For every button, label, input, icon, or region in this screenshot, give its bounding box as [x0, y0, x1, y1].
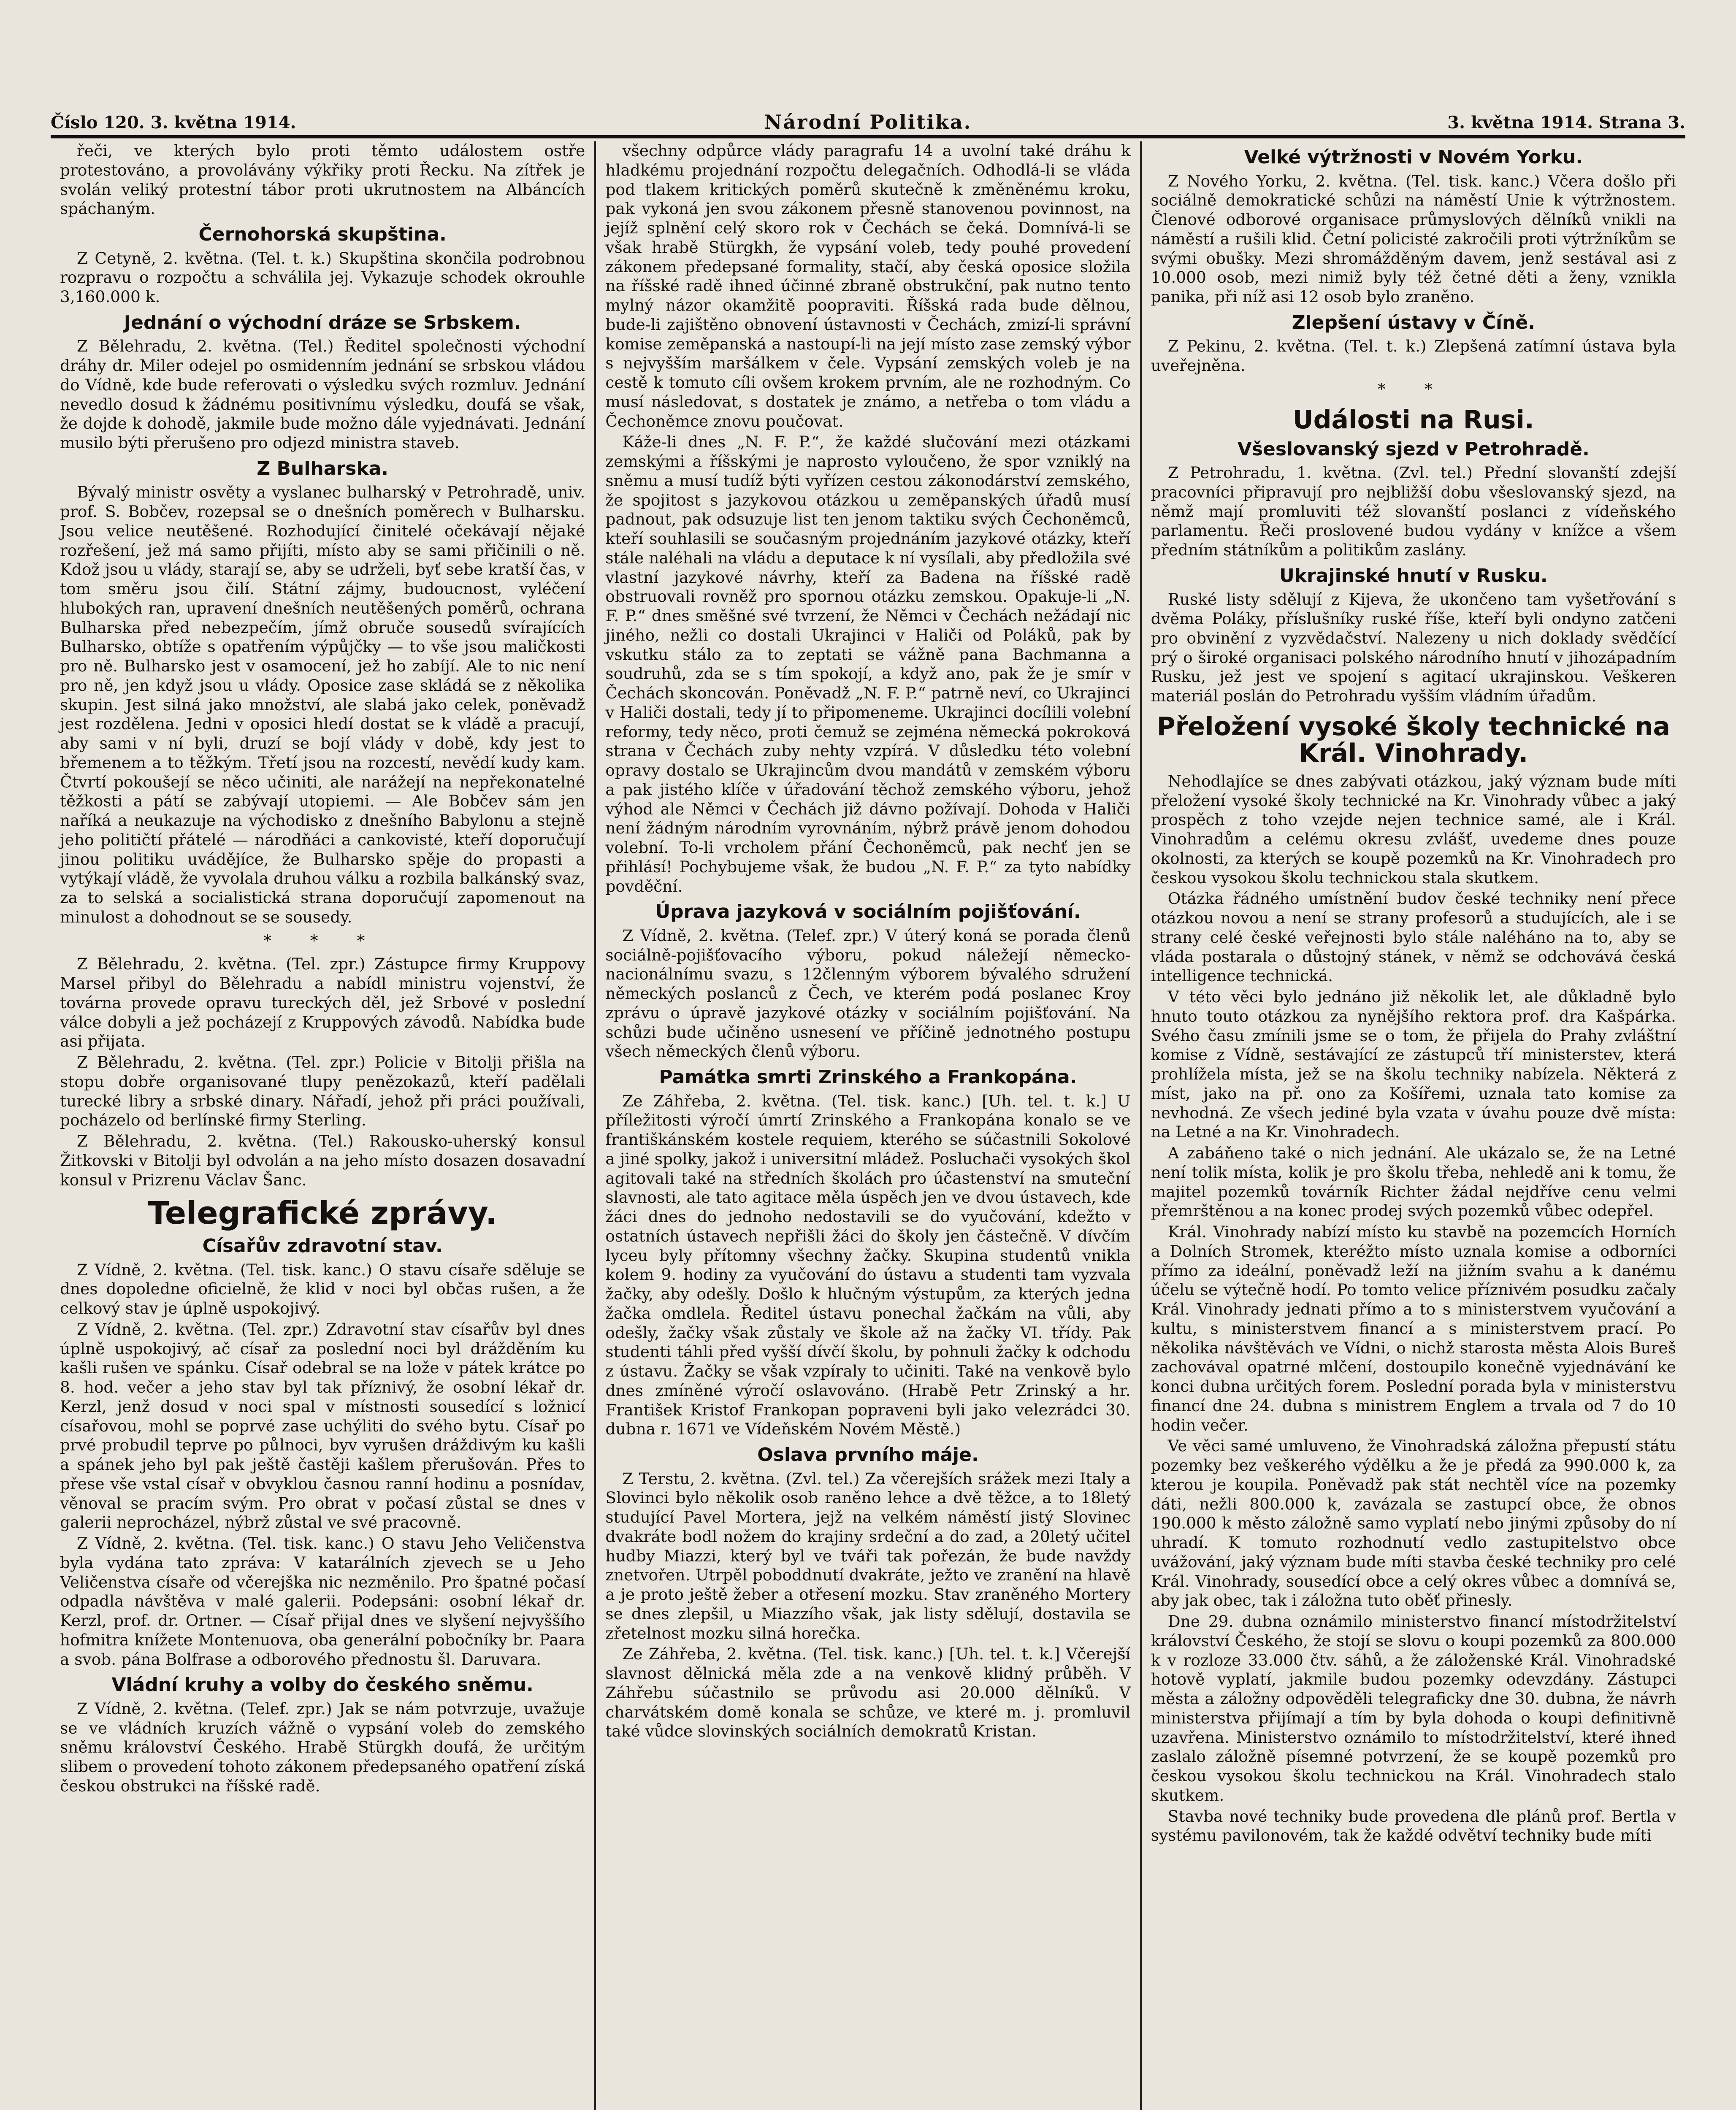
article-paragraph: všechny odpůrce vlády paragrafu 14 a uvolní také dráhu k hladkému projednání rozpočtu delegačních. Odhodlá-li se vláda pod tlakem kritických poměrů skutečně k změněnému kroku, pak vykoná jen svou zákonem přesně stanovenou povinnost, na jejíž splnění celý skoro rok v Čechách se čeká. Domnívá-li se však hrabě Stürgkh, že vypsání voleb, tedy pouhé provedení zákonem předepsané formality, stačí, aby česká oposice složila na říšské radě ihned účinné zbraně obstrukční, pak nutno tento mylný názor okamžitě poopraviti. Říšská rada bude dělnou, bude-li zajištěno obnovení ústavnosti v Čechách, zmizí-li správní komise zeměpanská a nastoupí-li na její místo zase zemský výbor s nejvyšším maršálkem v čele. Vypsání zemských voleb je na cestě k tomuto cíli ovšem krokem prvním, ale ne rozhodným. Co musí následovat, s dostatek je známo, a netřeba o tom vládu a Čechoněmce znovu poučovat.	[605, 141, 1131, 430]
article-paragraph: Z Vídně, 2. května. (Tel. tisk. kanc.) O stavu císaře sděluje se dnes dopoledne oficielně, že klid v noci byl občas rušen, a že celkový stav je úplně uspokojivý.	[60, 1260, 585, 1317]
date-and-page: 3. května 1914. Strana 3.	[1447, 113, 1685, 133]
section-heading: Památka smrti Zrinského a Frankopána.	[659, 1066, 1077, 1088]
masthead-title: Národní Politika.	[764, 111, 972, 133]
columns	[51, 141, 1685, 2110]
article-paragraph: Z Petrohradu, 1. května. (Zvl. tel.) Přední slovanští zdejší pracovníci připravují pro nejbližší dobu všeslovanský sjezd, na němž mají promluviti též slovanští poslanci z vídeňského parlamentu. Řeči proslovené budou vydány v knížce a všem předním státníkům a politikům zaslány.	[1151, 463, 1676, 560]
section-heading: Vládní kruhy a volby do českého sněmu.	[111, 1674, 534, 1696]
article-paragraph: Z Terstu, 2. května. (Zvl. tel.) Za včerejších srážek mezi Italy a Slovinci bylo několik osob raněno lehce a dvě těžce, a to 18letý studující Pavel Mortera, jejž na velkém náměstí jistý Slovinec dvakráte bodl nožem do krajiny srdeční a do zad, a 20letý učitel hudby Miazzi, který byl ve tváři tak pořezán, že bude navždy znetvořen. Utrpěl poboddnutí dvakráte, ježto ve zranění na hlavě a je proto ještě žeber a otřesení mozku. Stav zraněného Mortery se dnes zlepšil, u Miazzího však, jak listy sdělují, dostavila se zřetelnost mozku silná horečka.	[605, 1469, 1131, 1642]
article-paragraph: Nehodlajíce se dnes zabývati otázkou, jaký význam bude míti přeložení vysoké školy technické na Kr. Vinohrady vůbec a jaký prospěch z toho vzejde nejen technice samé, ale i Král. Vinohradům a celému okresu zvlášť, uvedeme dnes pouze okolnosti, za kterých se koupě pozemků na Kr. Vinohradech pro českou vysokou školu technickou stala skutkem.	[1151, 771, 1676, 887]
article-paragraph: Káže-li dnes „N. F. P.“, že každé slučování mezi otázkami zemskými a říšskými je naprosto vyloučeno, že spor vzniklý na sněmu a musí tudíž býti vyřízen cestou zákonodárství zemského, že spojitost s jazykovou otázkou u zeměpanských úřadů musí padnout, pak odsuzuje list ten jenom taktiku svých Čechoněmců, kteří souhlasili se současným projednáním jazykové otázky, kteří stále naléhali na vládu a deputace k ní vysílali, aby předložila své vlastní jazykové návrhy, kteří za Badena na říšské radě obstruovali rovněž pro spornou otázku zemskou. Opakuje-li „N. F. P.“ dnes směšné své tvrzení, že Němci v Čechách nežádají nic jiného, nežli co dostali Ukrajinci v Haliči od Poláků, pak by vskutku stálo za to zeptati se vážně pana Bachmanna a soudruhů, zda se s tím spokojí, a když ano, pak že je smír v Čechách skoncován. Poněvadž „N. F. P.“ patrně neví, co Ukrajinci v Haliči dostali, tedy jí to připomeneme. Ukrajinci docílili volební reformy, tedy něco, proti čemuž se zejména německá pokroková strana v Čechách zuby nehty vzpírá. V důsledku této volební opravy dostalo se Ukrajincům dvou mandátů v zemském výboru a pak jistého klíče v úřadování těchož zemského výboru, jehož výhod ale Němci v Čechách již dávno požívají. Dohoda v Haliči není žádným národním vyrovnáním, nýbrž právě jenom dohodou volební. To-li vrcholem přání Čechoněmců, pak nechť jen se přihlásí! Pochybujeme však, že budou „N. F. P.“ za tyto nabídky povděční.	[605, 433, 1131, 895]
major-heading: Přeložení vysoké školy technické na Král. Vinohrady.	[1156, 711, 1670, 768]
article-paragraph: Z Vídně, 2. května. (Telef. zpr.) V úterý koná se porada členů sociálně-pojišťovacího výboru, pokud náležejí německo-nacionálnímu svazu, s 12členným výborem bývalého sdružení německých poslanců z Čech, ve kterém podá poslanec Kroy zprávu o úpravě jazykové otázky v sociálním pojišťování. Na schůzi bude učiněno usnesení ve příčině jednotného postupu všech německých členů výboru.	[605, 926, 1131, 1061]
article-paragraph: Ve věci samé umluveno, že Vinohradská záložna přepustí státu pozemky bez veškerého výdělku a že je předá za 990.000 k, za kterou je koupila. Poněvadž pak stát nechtěl více na pozemky dáti, nežli 800.000 k, zavázala se zastupcí obce, že obnos 190.000 k město záložně samo vyplatí nebo jinými způsoby do ní uhradí. K tomuto rozhodnutí vedlo zastupitelstvo obce uvážování, jaký význam bude míti stavba české techniky pro celé Král. Vinohrady, sousedící obce a celý okres vůbec a domnívá se, aby jak obec, tak i záložna tuto oběť přinesly.	[1151, 1436, 1676, 1610]
article-paragraph: Z Bělehradu, 2. května. (Tel.) Rakousko-uherský konsul Žitkovski v Bitolji byl odvolán a na jeho místo dosazen dosavadní konsul v Prizrenu Václav Šanc.	[60, 1132, 585, 1189]
column-2	[594, 141, 1140, 2110]
article-paragraph: Z Cetyně, 2. května. (Tel. t. k.) Skupština skončila podrobnou rozpravu o rozpočtu a schválila jej. Vykazuje schodek okrouhle 3,160.000 k.	[60, 249, 585, 306]
section-heading: Z Bulharska.	[257, 457, 389, 479]
article-paragraph: Z Vídně, 2. května. (Tel. zpr.) Zdravotní stav císařův byl dnes úplně uspokojivý, ač císař za poslední noci byl drážděním ku kašli rušen ve spánku. Císař odebral se na lože v pátek krátce po 8. hod. večer a jeho stav byl tak příznivý, že osobní lékař dr. Kerzl, jenž dosud v noci spal v místnosti sousedící s ložnicí císařovou, mohl se poprvé zase uchýliti do svého bytu. Císař po prvé probudil teprve po půlnoci, byv vyrušen dráždivým ku kašli a spánek jeho byl pak ještě častěji kašlem přerušován. Přes to přese vše vstal císař v obvyklou časnou ranní hodinu a posnídav, věnoval se pracím svým. Pro obrat v počasí zůstal se dnes v galerii neprocházel, nýbrž zůstal ve své pracovně.	[60, 1320, 585, 1532]
section-heading: Ukrajinské hnutí v Rusku.	[1279, 565, 1548, 587]
article-paragraph: řeči, ve kterých bylo proti těmto událostem ostře protestováno, a provolávány výkřiky proti Řecku. Na zítřek je svolán veliký protestní tábor proti ukrutnostem na Albáncích spáchaným.	[60, 141, 585, 218]
article-paragraph: Ruské listy sdělují z Kijeva, že ukončeno tam vyšetřování s dvěma Poláky, příslušníky ruské říše, kteří byli ondyno zatčeni pro obvinění z vyzvědačství. Nalezeny u nich doklady svědčící prý o široké organisaci polského národního hnutí v jihozápadním Rusku, jež jest ve spojení s agitací ukrajinskou. Veškeren materiál poslán do Petrohradu vyšším vládním úřadům.	[1151, 590, 1676, 706]
column-1	[51, 141, 594, 2110]
section-separator: * * *	[263, 931, 382, 950]
column-3	[1140, 141, 1685, 2110]
article-paragraph: Z Vídně, 2. května. (Tel. tisk. kanc.) O stavu Jeho Veličenstva byla vydána tato zpráva: V katarálních zjevech se u Jeho Veličenstva císaře od včerejška nic nezměnilo. Pro špatné počasí odpadla návštěva v malé galerii. Podepsáni: osobní lékař dr. Kerzl, prof. dr. Ortner. — Císař přijal dnes ve slyšení nejvyššího hofmitra knížete Montenuova, oba generální pobočníky br. Paara a svob. pána Bolfrase a odborového přednostu šl. Daruvara.	[60, 1534, 585, 1669]
issue-number: Číslo 120. 3. května 1914.	[51, 113, 296, 133]
article-paragraph: Bývalý ministr osvěty a vyslanec bulharský v Petrohradě, univ. prof. S. Bobčev, rozepsal se o dnešních poměrech v Bulharsku. Jsou velice neutěšené. Rozhodující činitelé očekávají nějaké rozřešení, jež má samo přijíti, místo aby se sami přičinili o ně. Kdož jsou u vlády, starají se, aby se udrželi, byť sebe kratší čas, v tom směru jsou čilí. Státní zájmy, budoucnost, vyléčení hlubokých ran, upravení dnešních neutěšených poměrů, ochrana Bulharska před nebezpečím, jímž obruče sousedů svírajících Bulharsko, obtíže s opatřením výpůjčky — to vše jsou maličkosti pro ně. Bulharsko jest v osamocení, jež ho zabíjí. Ale to nic není pro ně, jen když jsou u vlády. Oposice zase skládá se z několika skupin. Jest silná jako množství, ale slabá jako celek, poněvadž jest rozdělena. Jedni v oposici hledí dostat se k vládě a pracují, aby sami v ní byli, druzí se bojí vlády v době, kdy jest to břemenem a to těžkým. Třetí jsou na rozcestí, nevědí kudy kam. Čtvrtí pokoušejí se něco učiniti, ale narážejí na nepřekonatelné těžkosti a pátí se zabývají utopiemi. — Ale Bobčev sám jen naříká a neukazuje na východisko z dnešního Babylonu a stejně jeho političtí přátelé — národňáci a cankovisté, kteří doporučují jinou politiku uvádějíce, že Bulharsko spěje do propasti a vytýkají vládě, že vyvolala druhou válku a rozbila balkánský svaz, za to selská a socialistická strana doporučují zapomenout na minulost a dohodnout se se sousedy.	[60, 483, 585, 926]
section-heading: Oslava prvního máje.	[757, 1444, 979, 1466]
section-heading: Všeslovanský sjezd v Petrohradě.	[1237, 438, 1590, 460]
section-separator: * *	[1378, 379, 1449, 398]
article-paragraph: Otázka řádného umístnění budov české techniky není přece otázkou novou a není se strany profesorů a studujících, ale i se strany celé české veřejnosti bylo stále naléháno na to, aby se vláda postarala o důstojný stánek, v němž se odchovává česká intelligence technická.	[1151, 889, 1676, 985]
article-paragraph: Stavba nové techniky bude provedena dle plánů prof. Bertla v systému pavilonovém, tak že každé odvětví techniky bude míti	[1151, 1807, 1676, 1845]
section-heading: Jednání o východní dráze se Srbskem.	[124, 311, 521, 333]
section-heading: Velké výtržnosti v Novém Yorku.	[1244, 146, 1583, 168]
article-paragraph: Z Pekinu, 2. května. (Tel. t. k.) Zlepšená zatímní ústava byla uveřejněna.	[1151, 337, 1676, 375]
page-header	[51, 106, 1685, 138]
major-heading: Události na Rusi.	[1292, 405, 1534, 435]
section-heading: Zlepšení ústavy v Číně.	[1292, 311, 1535, 333]
section-heading: Černohorská skupština.	[198, 224, 447, 245]
article-paragraph: Ze Záhřeba, 2. května. (Tel. tisk. kanc.) [Uh. tel. t. k.] U příležitosti výročí úmrtí Zrinského a Frankopána konalo se ve františkánském kostele requiem, kterého se súčastnili Sokolové a jiné spolky, jakož i universitní mládež. Posluchači vysokých škol agitovali také na středních školách pro účastenství na smuteční slavnosti, ale tato agitace měla úspěch jen ve dvou ústavech, kde žáci dnes do jednoho nedostavili se do vyučování, kdežto v ostatních ústavech nepřišli žáci do školy jen částečně. V dívčím lyceu byly přítomny všechny žačky. Skupina studentů vnikla kolem 9. hodiny za vyučování do ústavu a studenti tam vyzvala žačky, aby odešly. Došlo k hlučným výstupům, za kterých jedna žačka omdlela. Ředitel ústavu ponechal žačkám na vůli, aby odešly, žačky však zůstaly ve škole až na žačky VI. třídy. Pak studenti táhli před vyšší dívčí školu, by pohnuli žačky k odchodu z ústavu. Žačky se však vzpíraly to učiniti. Také na venkově bylo dnes zmíněné výročí oslavováno. (Hrabě Petr Zrinský a hr. František Kristof Frankopan popraveni byli jako velezrádci 30. dubna r. 1671 ve Vídeňském Novém Městě.)	[605, 1091, 1131, 1439]
article-paragraph: V této věci bylo jednáno již několik let, ale důkladně bylo hnuto touto otázkou za nynějšího rektora prof. dra Kašpárka. Svého času zmínili jsme se o tom, že přijela do Prahy zvláštní komise z Vídně, sestávající ze zástupců tří ministerstev, která prohlížela místa, jež se na školu techniky nabízela. Některá z míst, jako na př. ono za Košířemi, uznala tato komise za nevhodná. Ze všech jediné byla vzata v úvahu pouze dvě místa: na Letné a na Kr. Vinohradech.	[1151, 987, 1676, 1142]
article-paragraph: A zabáňeno také o nich jednání. Ale ukázalo se, že na Letné není tolik místa, kolik je pro školu třeba, nehledě ani k tomu, že majitel pozemků továrník Richter žádal nejdříve cenu velmi přemrštěnou a na konec prodej svých pozemků vůbec odepřel.	[1151, 1144, 1676, 1220]
article-paragraph: Z Nového Yorku, 2. května. (Tel. tisk. kanc.) Včera došlo při sociálně demokratické schůzi na náměstí Unie k výtržnostem. Členové odborové organisace průmyslových dělníků vnikli na náměstí a rušili klid. Četní policisté zakročili proti výtržníkům se svými obušky. Mezi shromážděným davem, jenž sestával asi z 10.000 osob, mezi nimiž byly též četné děti a ženy, vznikla panika, při níž asi 12 osob bylo zraněno.	[1151, 171, 1676, 306]
article-paragraph: Dne 29. dubna oznámilo ministerstvo financí místodržitelství království Českého, že stojí se slovu o koupi pozemků za 800.000 k v rozloze 33.000 čtv. sáhů, a že záloženské Král. Vinohradské hotově vyplatí, jakmile budou pozemky odevzdány. Zástupci města a záložny odpověděli telegraficky dne 30. dubna, že návrh ministerstva přijímají a tím by byla dohoda o koupi definitivně uzavřena. Ministerstvo oznámilo to místodržitelství, které ihned zaslalo záložně písemné potvrzení, že se koupě pozemků pro českou vysokou školu technickou na Král. Vinohradech stalo skutkem.	[1151, 1612, 1676, 1804]
section-heading: Císařův zdravotní stav.	[202, 1235, 443, 1257]
article-paragraph: Z Bělehradu, 2. května. (Tel. zpr.) Policie v Bitolji přišla na stopu dobře organisované tlupy penězokazů, kteří padělali turecké libry a srbské dinary. Nářadí, jehož při práci používali, pocházelo od berlínské firmy Sterling.	[60, 1053, 585, 1130]
article-paragraph: Ze Záhřeba, 2. května. (Tel. tisk. kanc.) [Uh. tel. t. k.] Včerejší slavnost dělnická měla zde a na venkově klidný průběh. V Záhřebu súčastnilo se průvodu asi 20.000 dělníků. V charvátském domě konala se schůze, ve které m. j. promluvil také vůdce slovinských sociálních demokratů Kristan.	[605, 1645, 1131, 1741]
article-paragraph: Z Bělehradu, 2. května. (Tel.) Ředitel společnosti východní dráhy dr. Miler odejel po osmidenním jednání se srbskou vládou do Vídně, kde bude referovati o výsledku svých rozmluv. Jednání nevedlo dosud k žádnému positivnímu výsledku, doufá se však, že dojde k dohodě, jakmile bude možno dále vyjednávati. Jednání musilo býti přerušeno pro odjezd ministra staveb.	[60, 337, 585, 452]
major-heading: Telegrafické zprávy.	[148, 1195, 498, 1232]
article-paragraph: Z Bělehradu, 2. května. (Tel. zpr.) Zástupce firmy Kruppovy Marsel přibyl do Bělehradu a nabídl ministru vojenství, že továrna provede opravu tureckých děl, jež Srbové v poslední válce dobyli a jež pocházejí z Kruppových závodů. Nabídka bude asi přijata.	[60, 955, 585, 1051]
section-heading: Úprava jazyková v sociálním pojišťování.	[655, 901, 1081, 923]
article-paragraph: Z Vídně, 2. května. (Telef. zpr.) Jak se nám potvrzuje, uvažuje se ve vládních kruzích vážně o vypsání voleb do zemského sněmu království Českého. Hrabě Stürgkh doufá, že určitým slibem o provedení tohoto zákonem předepsaného opatření získá českou obstrukci na říšské radě.	[60, 1699, 585, 1795]
article-paragraph: Král. Vinohrady nabízí místo ku stavbě na pozemcích Horních a Dolních Stromek, kteréžto místo uznala komise a odborníci přímo za ideální, poněvadž leží na jižním svahu a k danému účelu se výtečně hodí. Po tomto velice příznivém posudku začaly Král. Vinohrady jednati přímo a to s ministerstvem vyučování a kultu, s ministerstvem financí a s ministerstvem prací. Po několika návštěvách ve Vídni, o nichž starosta města Alois Bureš zachovával opatrné mlčení, dostoupilo konečně vyjednávání ke konci dubna určitých forem. Poslední porada byla v ministerstvu financí dne 24. dubna s ministrem Englem a trvala od 7 do 10 hodin večer.	[1151, 1223, 1676, 1434]
